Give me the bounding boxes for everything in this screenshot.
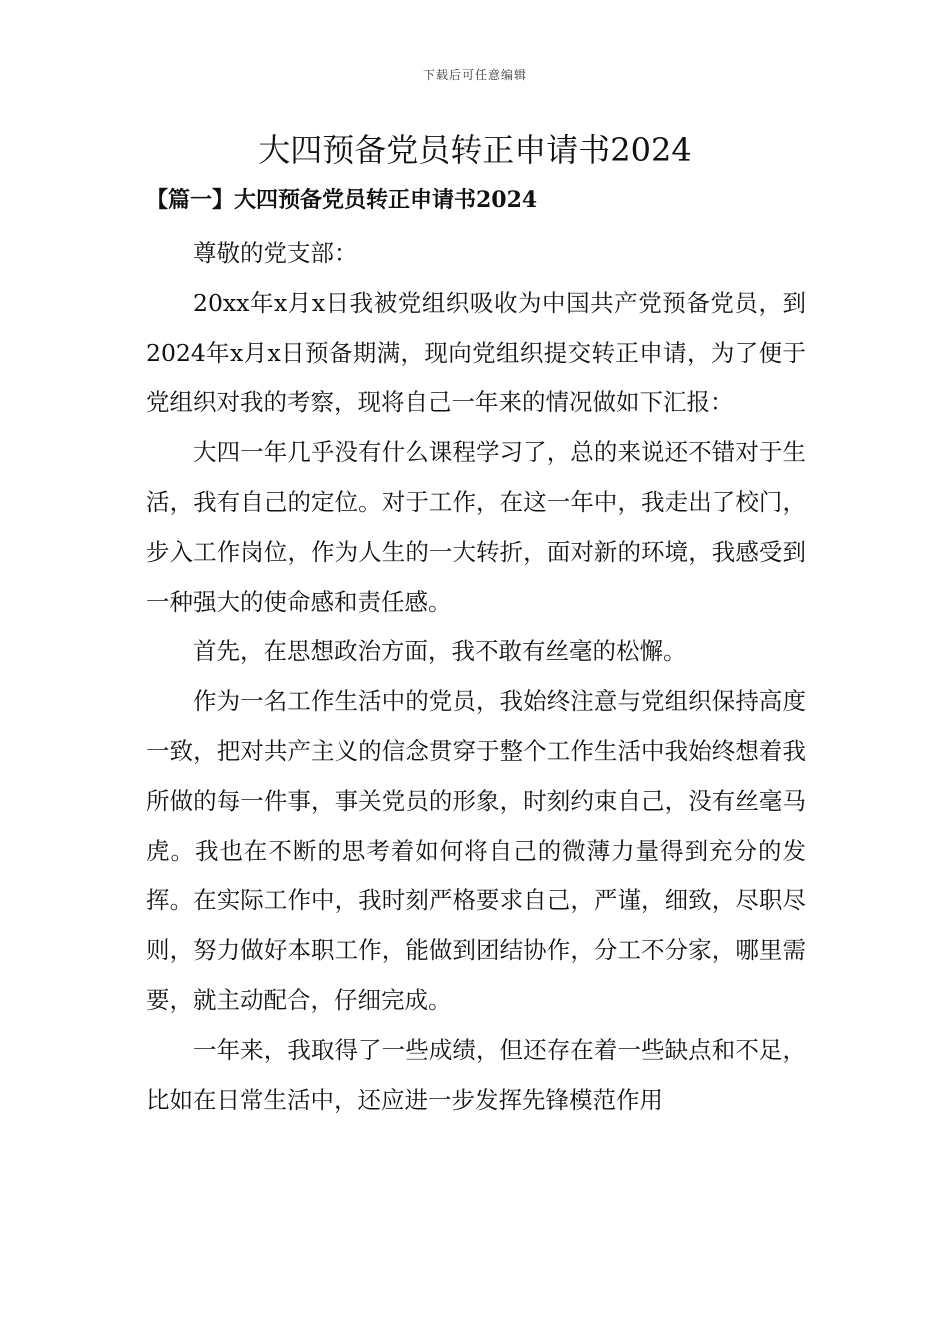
paragraph-political: 首先，在思想政治方面，我不敢有丝毫的松懈。 (193, 637, 687, 666)
paragraph-work: 作为一名工作生活中的党员，我始终注意与党组织保持高度一致，把对共产主义的信念贯穿于整个工作生活中我始终想着我所做的每一件事，事关党员的形象，时刻约束自己，没有丝毫马虎。我也在不断的思考着如何将自己的微薄力量得到充分的发挥。在实际工作中，我时刻严格要求自己，严谨，细致，尽职尽则，努力做好本职工作，能做到团结协作，分工不分家，哪里需要，就主动配合，仔细完成。 (146, 687, 806, 1014)
paragraph-shortcomings: 一年来，我取得了一些成绩，但还存在着一些缺点和不足，比如在日常生活中，还应进一步发挥先锋模范作用 (146, 1035, 806, 1114)
paragraph-overview: 大四一年几乎没有什么课程学习了，总的来说还不错对于生活，我有自己的定位。对于工作，在这一年中，我走出了校门，步入工作岗位，作为人生的一大转折，面对新的环境，我感受到一种强大的使命感和责任感。 (146, 438, 806, 616)
section-heading: 【篇一】大四预备党员转正申请书2024 (146, 187, 538, 213)
salutation: 尊敬的党支部： (193, 239, 358, 267)
header-note: 下载后可任意编辑 (422, 68, 527, 82)
document-body (146, 229, 806, 1125)
paragraph-intro: 20xx年x月x日我被党组织吸收为中国共产党预备党员，到2024年x月x日预备期满，现向党组织提交转正申请，为了便于党组织对我的考察，现将自己一年来的情况做如下汇报： (146, 288, 806, 417)
document-title: 大四预备党员转正申请书2024 (258, 131, 692, 169)
